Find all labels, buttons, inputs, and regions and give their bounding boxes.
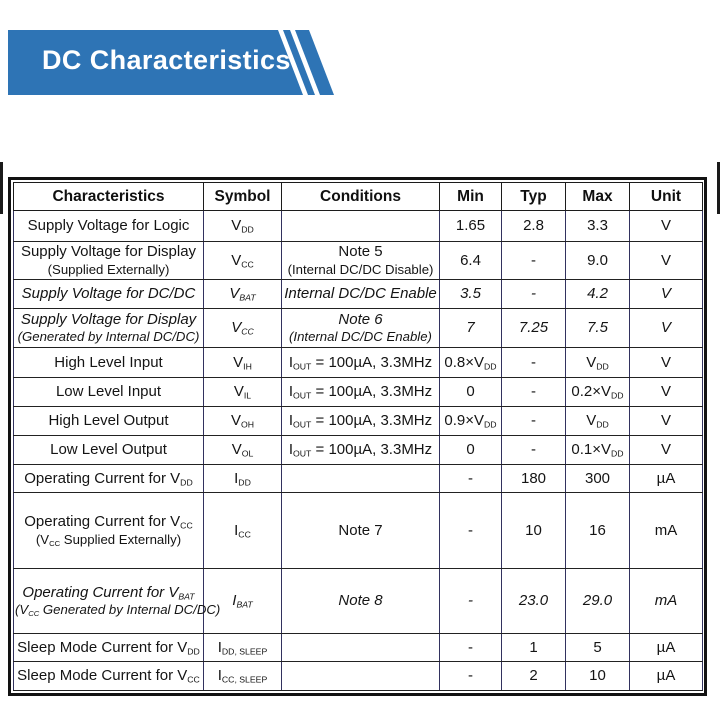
table-cell: 5	[566, 634, 630, 662]
table-cell: $V_{OH}$	[204, 407, 282, 436]
column-header-typ: Typ	[502, 183, 566, 211]
characteristic-cell: Operating Current for $V_{DD}$	[14, 465, 204, 493]
table-cell: $0.2\times V_{DD}$	[566, 378, 630, 407]
table-cell: 2.8	[502, 211, 566, 242]
table-cell: Note 7	[282, 493, 440, 569]
characteristic-cell: Supply Voltage for Display (Supplied Externally)	[14, 242, 204, 280]
table-cell	[282, 662, 440, 691]
table-cell: $V_{DD}$	[566, 407, 630, 436]
characteristic-cell: High Level Input	[14, 348, 204, 378]
column-header-symbol: Symbol	[204, 183, 282, 211]
table-cell: -	[440, 465, 502, 493]
table-row	[14, 280, 703, 309]
table-row	[14, 309, 703, 348]
table-cell: -	[440, 634, 502, 662]
table-cell: V	[630, 378, 703, 407]
table-row	[14, 407, 703, 436]
table-cell: 4.2	[566, 280, 630, 309]
table-cell: -	[502, 407, 566, 436]
table-cell	[282, 211, 440, 242]
table-cell: $V_{CC}$	[204, 309, 282, 348]
characteristic-cell: Supply Voltage for Logic	[14, 211, 204, 242]
characteristic-cell: Low Level Output	[14, 436, 204, 465]
table-row	[14, 348, 703, 378]
table-cell: 7.5	[566, 309, 630, 348]
table-cell: 9.0	[566, 242, 630, 280]
column-header-unit: Unit	[630, 183, 703, 211]
table-cell: -	[502, 378, 566, 407]
table-cell: V	[630, 242, 703, 280]
table-cell: $I_{OUT} = 100\mu A$, 3.3MHz	[282, 378, 440, 407]
table-cell: $0.9\times V_{DD}$	[440, 407, 502, 436]
table-cell: V	[630, 407, 703, 436]
header-row	[14, 183, 703, 211]
table-cell: $V_{OL}$	[204, 436, 282, 465]
page-title: DC Characteristics	[42, 45, 291, 75]
table-cell: Note 5 (Internal DC/DC Disable)	[282, 242, 440, 280]
table-cell: Note 8	[282, 569, 440, 634]
table-cell: µA	[630, 634, 703, 662]
table-cell	[282, 465, 440, 493]
table-cell: $0.1\times V_{DD}$	[566, 436, 630, 465]
column-header-characteristics: Characteristics	[14, 183, 204, 211]
table-cell: 3.5	[440, 280, 502, 309]
table-cell: 2	[502, 662, 566, 691]
column-header-conditions: Conditions	[282, 183, 440, 211]
table-cell: µA	[630, 662, 703, 691]
table-cell	[282, 634, 440, 662]
table-cell: 0	[440, 436, 502, 465]
table-cell: $V_{DD}$	[204, 211, 282, 242]
table-cell: -	[502, 242, 566, 280]
table-cell: V	[630, 211, 703, 242]
table-cell: $I_{CC}$	[204, 493, 282, 569]
table-cell: $I_{OUT} = 100\mu A$, 3.3MHz	[282, 407, 440, 436]
table-cell: -	[440, 569, 502, 634]
characteristic-cell: Supply Voltage for DC/DC	[14, 280, 204, 309]
table-cell: 7.25	[502, 309, 566, 348]
table-row	[14, 493, 703, 569]
table-cell: 180	[502, 465, 566, 493]
table-cell: 6.4	[440, 242, 502, 280]
dc-characteristics-table	[8, 177, 707, 696]
table-cell: $V_{BAT}$	[204, 280, 282, 309]
table-cell: -	[502, 436, 566, 465]
characteristic-cell: Operating Current for $V_{CC}$ ($V_{CC}$ Supplied Externally)	[14, 493, 204, 569]
table-cell: 29.0	[566, 569, 630, 634]
table-row	[14, 465, 703, 493]
table-row	[14, 436, 703, 465]
table-cell: 0	[440, 378, 502, 407]
table-cell: $V_{CC}$	[204, 242, 282, 280]
characteristic-cell: Low Level Input	[14, 378, 204, 407]
table-cell: mA	[630, 493, 703, 569]
table-row	[14, 242, 703, 280]
table-cell: $I_{OUT} = 100\mu A$, 3.3MHz	[282, 436, 440, 465]
table-cell: mA	[630, 569, 703, 634]
table-cell: 1	[502, 634, 566, 662]
table-cell: V	[630, 348, 703, 378]
table-cell: 10	[566, 662, 630, 691]
characteristic-cell: Operating Current for $V_{BAT}$ ($V_{CC}$ Generated by Internal DC/DC)	[14, 569, 204, 634]
table-cell: 300	[566, 465, 630, 493]
table-row	[14, 378, 703, 407]
table-cell: -	[502, 348, 566, 378]
table-row	[14, 211, 703, 242]
characteristic-cell: High Level Output	[14, 407, 204, 436]
table-cell: V	[630, 436, 703, 465]
table-cell: 23.0	[502, 569, 566, 634]
table-cell: 10	[502, 493, 566, 569]
column-header-min: Min	[440, 183, 502, 211]
characteristic-cell: Sleep Mode Current for $V_{CC}$	[14, 662, 204, 691]
table-cell: V	[630, 280, 703, 309]
characteristic-cell: Sleep Mode Current for $V_{DD}$	[14, 634, 204, 662]
table-cell: $I_{CC, SLEEP}$	[204, 662, 282, 691]
table-cell: $V_{DD}$	[566, 348, 630, 378]
table-row	[14, 634, 703, 662]
table-cell: 7	[440, 309, 502, 348]
table-cell: Note 6 (Internal DC/DC Enable)	[282, 309, 440, 348]
table-cell: 3.3	[566, 211, 630, 242]
table-cell: $I_{BAT}$	[204, 569, 282, 634]
table-cell: -	[502, 280, 566, 309]
characteristic-cell: Supply Voltage for Display (Generated by Internal DC/DC)	[14, 309, 204, 348]
table-cell: $I_{DD, SLEEP}$	[204, 634, 282, 662]
table-cell: 16	[566, 493, 630, 569]
table-cell: -	[440, 662, 502, 691]
table-cell: $V_{IH}$	[204, 348, 282, 378]
table-cell: $V_{IL}$	[204, 378, 282, 407]
table-cell: $I_{DD}$	[204, 465, 282, 493]
table-row	[14, 662, 703, 691]
table-cell: 1.65	[440, 211, 502, 242]
table-cell: -	[440, 493, 502, 569]
table-cell: µA	[630, 465, 703, 493]
column-header-max: Max	[566, 183, 630, 211]
table-cell: $0.8\times V_{DD}$	[440, 348, 502, 378]
table-row	[14, 569, 703, 634]
table-cell: $I_{OUT} = 100\mu A$, 3.3MHz	[282, 348, 440, 378]
page-edge-mark	[0, 162, 3, 214]
table-cell: Internal DC/DC Enable	[282, 280, 440, 309]
table-cell: V	[630, 309, 703, 348]
